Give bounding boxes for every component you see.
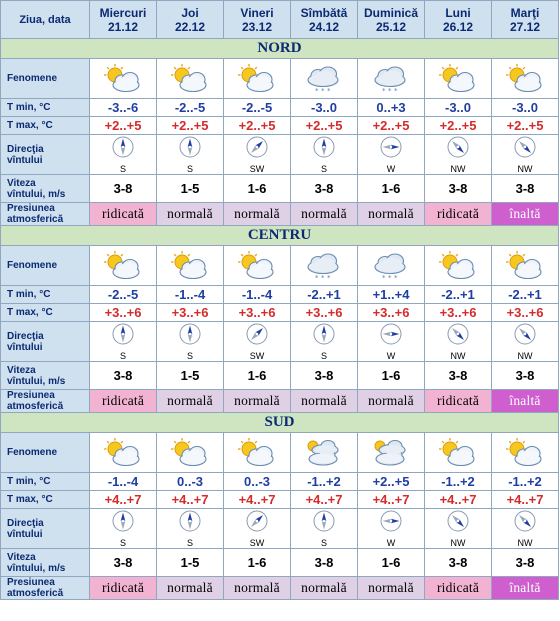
phenomena-label-text: Fenomene [7,260,58,271]
wind-direction-label-text: vîntului [7,341,43,353]
wind-speed-value: 3-8 [425,549,492,577]
tmax-value: +4..+7 [90,491,157,509]
day-name: Joi [181,5,199,20]
tmax-value: +2..+5 [425,117,492,135]
compass-icon [246,519,268,536]
compass-icon [313,332,335,349]
wind-direction-cell [492,509,559,549]
day-header [291,1,358,39]
tmin-value: -1..-4 [90,473,157,491]
wind-speed-label [1,549,90,577]
partly-cloudy-icon [157,433,224,473]
pressure-value: înaltă [492,203,559,226]
tmax-value: +3..+6 [291,304,358,322]
partly-cloudy-icon [492,246,559,286]
wind-speed-row [1,362,559,390]
pressure-label [1,577,90,600]
pressure-value: normală [358,390,425,413]
partly-cloudy-icon [224,433,291,473]
wind-direction-cell [492,322,559,362]
partly-cloudy-icon [224,246,291,286]
wind-direction-cell [90,322,157,362]
wind-speed-value: 1-6 [358,549,425,577]
tmin-label-text: T min, °C [7,102,51,113]
pressure-label-text: Presiunea [7,203,55,214]
pressure-row [1,577,559,600]
pressure-value: normală [224,203,291,226]
tmax-value: +2..+5 [492,117,559,135]
wind-direction-cell [90,135,157,175]
day-name: Duminică [363,5,418,20]
tmin-label-text: T min, °C [7,476,51,487]
svg-text:*: * [394,86,398,95]
day-header [90,1,157,39]
wind-direction-cell [358,135,425,175]
wind-speed-row [1,549,559,577]
wind-direction-text: S [186,351,193,361]
pressure-value: normală [224,390,291,413]
pressure-value: înaltă [492,390,559,413]
wind-speed-label-text: vîntului, m/s [7,375,66,387]
wind-direction-cell [358,509,425,549]
wind-direction-cell [157,509,224,549]
wind-direction-text: S [320,538,327,548]
tmin-value: -1..+2 [425,473,492,491]
tmax-value: +2..+5 [90,117,157,135]
wind-speed-value: 3-8 [291,175,358,203]
compass-icon [112,145,134,162]
wind-direction-cell [157,322,224,362]
pressure-value: normală [224,577,291,600]
wind-direction-cell [224,322,291,362]
day-header [425,1,492,39]
pressure-value: normală [291,577,358,600]
tmin-value: -1..-4 [224,286,291,304]
pressure-value: normală [157,577,224,600]
wind-direction-text: SW [249,538,265,548]
pressure-value: înaltă [492,577,559,600]
wind-direction-text: NW [517,538,533,548]
wind-direction-row [1,135,559,175]
wind-direction-text: NW [450,538,466,548]
wind-speed-value: 1-5 [157,362,224,390]
tmin-value: -3..0 [425,99,492,117]
day-header [157,1,224,39]
wind-speed-label-text: Viteza [7,551,36,563]
corner-label: Ziua, data [1,1,90,39]
phenomena-label [1,246,90,286]
tmin-value: 0..-3 [224,473,291,491]
compass-icon [380,519,402,536]
day-name: Vineri [240,5,274,20]
tmax-label [1,117,90,135]
svg-text:*: * [382,86,386,95]
tmax-row [1,304,559,322]
pressure-row [1,390,559,413]
partly-cloudy-icon [425,433,492,473]
tmax-row [1,117,559,135]
tmin-row [1,473,559,491]
day-name: Luni [445,5,471,20]
wind-speed-value: 1-5 [157,549,224,577]
tmax-label [1,491,90,509]
svg-text:*: * [315,273,319,282]
tmax-value: +4..+7 [492,491,559,509]
day-date: 23.12 [241,19,273,34]
pressure-value: normală [157,390,224,413]
tmax-label-text: T max, °C [7,120,53,131]
cloudy-snow-icon [291,246,358,286]
pressure-value: ridicată [90,390,157,413]
tmin-value: -2..+1 [492,286,559,304]
compass-icon [380,145,402,162]
svg-text:*: * [388,86,392,95]
day-date: 25.12 [375,19,407,34]
tmin-row [1,286,559,304]
day-name: Sîmbătă [300,5,348,20]
wind-speed-value: 3-8 [492,362,559,390]
pressure-label-text: atmosferică [7,214,64,225]
tmax-value: +4..+7 [291,491,358,509]
wind-direction-cell [291,509,358,549]
wind-direction-cell [425,322,492,362]
wind-speed-value: 1-6 [358,175,425,203]
tmin-value: 0..+3 [358,99,425,117]
wind-direction-text: S [320,164,327,174]
tmin-value: -2..-5 [90,286,157,304]
tmax-value: +4..+7 [425,491,492,509]
tmax-value: +2..+5 [157,117,224,135]
svg-text:*: * [321,86,325,95]
wind-speed-row [1,175,559,203]
pressure-value: normală [358,577,425,600]
region-row [1,39,559,59]
wind-speed-value: 1-5 [157,175,224,203]
svg-text:*: * [321,273,325,282]
compass-icon [380,332,402,349]
tmin-value: -2..+1 [291,286,358,304]
tmax-label-text: T max, °C [7,307,53,318]
tmax-value: +2..+5 [291,117,358,135]
compass-icon [246,332,268,349]
wind-direction-text: W [386,164,396,174]
svg-text:*: * [327,86,331,95]
wind-direction-cell [425,135,492,175]
tmax-row [1,491,559,509]
tmin-value: -1..+2 [492,473,559,491]
cloudy-icon [291,433,358,473]
tmax-value: +3..+6 [425,304,492,322]
wind-direction-text: S [186,538,193,548]
wind-speed-value: 3-8 [425,175,492,203]
wind-direction-label [1,135,90,175]
compass-icon [313,519,335,536]
tmax-value: +2..+5 [358,117,425,135]
wind-direction-label [1,322,90,362]
wind-direction-text: NW [450,164,466,174]
pressure-label-text: Presiunea [7,390,55,401]
tmax-value: +3..+6 [358,304,425,322]
tmin-label [1,473,90,491]
wind-direction-text: S [119,538,126,548]
wind-direction-label-text: vîntului [7,154,43,166]
wind-speed-value: 3-8 [425,362,492,390]
region-row [1,413,559,433]
partly-cloudy-icon [492,433,559,473]
tmin-value: -3..0 [492,99,559,117]
tmin-value: -2..-5 [224,99,291,117]
pressure-value: ridicată [90,577,157,600]
wind-direction-cell [224,509,291,549]
pressure-value: ridicată [425,390,492,413]
pressure-value: ridicată [90,203,157,226]
wind-direction-row [1,322,559,362]
tmin-label [1,286,90,304]
pressure-label-text: atmosferică [7,588,64,599]
region-title: SUD [1,413,559,433]
region-title: NORD [1,39,559,59]
tmin-value: -1..-4 [157,286,224,304]
wind-speed-value: 1-6 [224,549,291,577]
pressure-label-text: atmosferică [7,401,64,412]
wind-speed-value: 1-6 [224,362,291,390]
wind-direction-text: S [119,351,126,361]
wind-direction-row [1,509,559,549]
tmax-value: +4..+7 [224,491,291,509]
wind-direction-text: W [386,538,396,548]
region-row [1,226,559,246]
phenomena-label-text: Fenomene [7,73,58,84]
wind-direction-text: S [119,164,126,174]
tmin-row [1,99,559,117]
tmax-value: +3..+6 [492,304,559,322]
partly-cloudy-icon [90,246,157,286]
day-header [224,1,291,39]
day-date: 27.12 [509,19,541,34]
wind-speed-value: 3-8 [492,175,559,203]
compass-icon [313,145,335,162]
wind-direction-text: S [186,164,193,174]
wind-speed-label-text: Viteza [7,177,36,189]
phenomena-label [1,433,90,473]
wind-direction-text: W [386,351,396,361]
svg-text:*: * [315,86,319,95]
wind-direction-text: S [320,351,327,361]
partly-cloudy-icon [90,433,157,473]
day-date: 22.12 [174,19,206,34]
wind-speed-label-text: vîntului, m/s [7,188,66,200]
wind-direction-label-text: Direcţia [7,143,44,155]
cloudy-snow-icon [358,59,425,99]
compass-icon [447,519,469,536]
partly-cloudy-icon [224,59,291,99]
partly-cloudy-icon [157,246,224,286]
pressure-label [1,390,90,413]
cloudy-snow-icon [358,246,425,286]
wind-speed-value: 3-8 [90,362,157,390]
day-date: 21.12 [107,19,139,34]
compass-icon [514,332,536,349]
compass-icon [179,519,201,536]
wind-direction-label-text: Direcţia [7,330,44,342]
compass-icon [112,332,134,349]
pressure-value: ridicată [425,203,492,226]
wind-direction-text: NW [517,351,533,361]
day-header [358,1,425,39]
phenomena-row [1,246,559,286]
wind-direction-cell [425,509,492,549]
tmax-value: +3..+6 [157,304,224,322]
compass-icon [514,519,536,536]
wind-direction-text: SW [249,164,265,174]
day-name: Marţi [510,5,540,20]
tmax-value: +4..+7 [358,491,425,509]
compass-icon [112,519,134,536]
wind-direction-cell [157,135,224,175]
cloudy-snow-icon [291,59,358,99]
wind-speed-label-text: Viteza [7,364,36,376]
forecast-body [1,39,559,600]
partly-cloudy-icon [425,59,492,99]
partly-cloudy-icon [425,246,492,286]
wind-direction-label-text: vîntului [7,528,43,540]
tmin-value: -2..-5 [157,99,224,117]
tmin-label [1,99,90,117]
cloudy-icon [358,433,425,473]
wind-speed-value: 3-8 [492,549,559,577]
wind-speed-value: 3-8 [90,175,157,203]
compass-icon [179,145,201,162]
phenomena-row [1,433,559,473]
phenomena-row [1,59,559,99]
wind-direction-cell [90,509,157,549]
compass-icon [447,332,469,349]
pressure-value: normală [157,203,224,226]
svg-text:*: * [394,273,398,282]
svg-text:*: * [388,273,392,282]
wind-direction-cell [291,322,358,362]
tmax-label-text: T max, °C [7,494,53,505]
tmin-label-text: T min, °C [7,289,51,300]
tmin-value: -3..-6 [90,99,157,117]
compass-icon [514,145,536,162]
region-title: CENTRU [1,226,559,246]
tmax-value: +3..+6 [224,304,291,322]
compass-icon [246,145,268,162]
header-row [1,1,559,39]
wind-speed-value: 3-8 [90,549,157,577]
wind-direction-text: NW [450,351,466,361]
wind-speed-value: 1-6 [358,362,425,390]
pressure-value: normală [291,203,358,226]
tmax-value: +2..+5 [224,117,291,135]
pressure-value: normală [358,203,425,226]
pressure-row [1,203,559,226]
wind-direction-cell [224,135,291,175]
wind-direction-cell [358,322,425,362]
partly-cloudy-icon [492,59,559,99]
tmax-label [1,304,90,322]
partly-cloudy-icon [90,59,157,99]
tmin-value: +1..+4 [358,286,425,304]
pressure-value: ridicată [425,577,492,600]
day-date: 26.12 [442,19,474,34]
tmin-value: -3..0 [291,99,358,117]
wind-direction-cell [492,135,559,175]
svg-text:*: * [382,273,386,282]
phenomena-label [1,59,90,99]
tmin-value: -2..+1 [425,286,492,304]
wind-speed-label-text: vîntului, m/s [7,562,66,574]
day-date: 24.12 [308,19,340,34]
wind-speed-label [1,175,90,203]
wind-speed-value: 3-8 [291,362,358,390]
svg-text:*: * [327,273,331,282]
partly-cloudy-icon [157,59,224,99]
wind-speed-label [1,362,90,390]
phenomena-label-text: Fenomene [7,447,58,458]
pressure-label [1,203,90,226]
tmin-value: -1..+2 [291,473,358,491]
tmin-value: +2..+5 [358,473,425,491]
wind-direction-label-text: Direcţia [7,517,44,529]
pressure-label-text: Presiunea [7,577,55,588]
tmax-value: +4..+7 [157,491,224,509]
wind-speed-value: 3-8 [291,549,358,577]
day-header [492,1,559,39]
wind-speed-value: 1-6 [224,175,291,203]
wind-direction-text: NW [517,164,533,174]
pressure-value: normală [291,390,358,413]
wind-direction-text: SW [249,351,265,361]
tmin-value: 0..-3 [157,473,224,491]
wind-direction-cell [291,135,358,175]
compass-icon [179,332,201,349]
tmax-value: +3..+6 [90,304,157,322]
compass-icon [447,145,469,162]
wind-direction-label [1,509,90,549]
day-name: Miercuri [99,5,147,20]
